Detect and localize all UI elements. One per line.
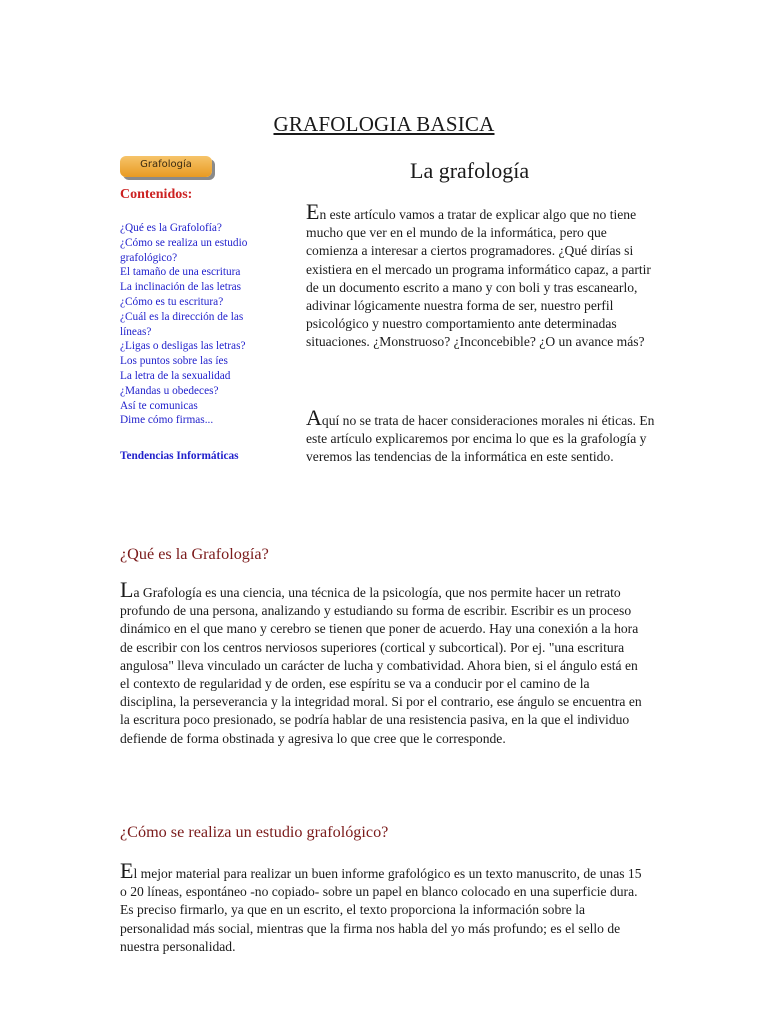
toc-item [120,221,270,236]
toc-link-mandas[interactable]: ¿Mandas u obedeces? [120,384,219,397]
toc-item [120,384,270,399]
toc-item [120,236,270,266]
heading-como-se-realiza: ¿Cómo se realiza un estudio grafológico? [120,823,389,841]
page-title: GRAFOLOGIA BASICA [273,112,495,136]
toc-link-puntos[interactable]: Los puntos sobre las íes [120,355,228,368]
paragraph-que-es [120,577,648,748]
toc-item [120,310,270,340]
toc-link-como-se-realiza[interactable]: ¿Cómo se realiza un estudio grafológico? [120,236,248,264]
paragraph-como-se-realiza [120,858,648,956]
toc-link-comunicas[interactable]: Así te comunicas [120,399,198,412]
paragraph-text: a Grafología es una ciencia, una técnica de la psicología, que nos permite hacer un retrato profundo de una persona, analizando y estudiando su forma de escribir. Escribir es un proceso dinámico en el que mano y cerebro se tienen que poner de acuerdo. Hay una conexión a la hora de escribir con los centros nerviosos superiores (cortical y subcortical). Por ej. "una escritura angulosa" lleva vinculado un carácter de lucha y combatividad. Ahora bien, si el ángulo está en el contexto de regularidad y de orden, ese espíritu se va a conducir por el camino de la disciplina, la perseverancia y la integridad moral. Si por el contrario, ese ángulo se encuentra en la escritura poco presionado, se podría hablar de una resistencia pasiva, en la que el individuo defiende de forma obstinada y agresiva lo que cree que le corresponde. [120,585,642,746]
drop-cap: L [120,577,134,602]
toc-link-sexualidad[interactable]: La letra de la sexualidad [120,369,231,382]
table-of-contents [120,221,270,428]
toc-link-como-es[interactable]: ¿Cómo es tu escritura? [120,295,224,308]
toc-link-que-es[interactable]: ¿Qué es la Grafolofía? [120,222,222,234]
drop-cap: E [120,858,134,883]
paragraph-text: l mejor material para realizar un buen informe grafológico es un texto manuscrito, de unas 15 o 20 líneas, espontáneo -no copiado- sobre un papel en blanco colocado en una superficie dura. Es preciso firmarlo, ya que en un escrito, el texto proporciona la información sobre la personalidad más social, mientras que la firma nos habla del yo más profundo; es el sello de nuestra personalidad. [120,866,642,954]
contents-heading: Contenidos: [120,187,193,202]
section-title: La grafología [410,158,530,183]
toc-item [120,369,270,384]
toc-link-ligas[interactable]: ¿Ligas o desligas las letras? [120,340,246,353]
toc-link-firmas[interactable]: Dime cómo firmas... [120,414,214,427]
toc-item [120,354,270,369]
drop-cap: E [306,199,320,224]
drop-cap: A [306,405,322,430]
tendencias-informaticas-link[interactable]: Tendencias Informáticas [120,450,239,462]
intro-paragraph-1 [306,199,656,352]
paragraph-text: n este artículo vamos a tratar de explicar algo que no tiene mucho que ver en el mundo de la informática, pero que comienza a interesar a ciertos programadores. ¿Qué dirías si existiera en el mercado un programa informático capaz, a partir de un documento escrito a mano y con boli y tras escanearlo, adivinar lógicamente nuestra forma de ser, nuestro perfil psicológico y nuestro comportamiento ante determinadas situaciones. ¿Monstruoso? ¿Inconcebible? ¿O un avance más? [306,207,651,350]
intro-paragraph-2 [306,405,656,467]
grafologia-tab-button[interactable] [120,156,216,180]
toc-link-tamano[interactable]: El tamaño de una escritura [120,266,241,279]
tab-label: Grafología [140,159,192,170]
paragraph-text: quí no se trata de hacer consideraciones morales ni éticas. En este artículo explicaremos por encima lo que es la grafología y veremos las tendencias de la informática en este sentido. [306,413,655,465]
toc-link-inclinacion[interactable]: La inclinación de las letras [120,281,242,294]
toc-item [120,265,270,280]
toc-item [120,280,270,295]
toc-item [120,295,270,310]
toc-item [120,399,270,414]
toc-item [120,339,270,354]
heading-que-es-grafologia: ¿Qué es la Grafología? [120,545,269,563]
toc-item [120,413,270,428]
toc-link-direccion[interactable]: ¿Cuál es la dirección de las líneas? [120,310,244,338]
